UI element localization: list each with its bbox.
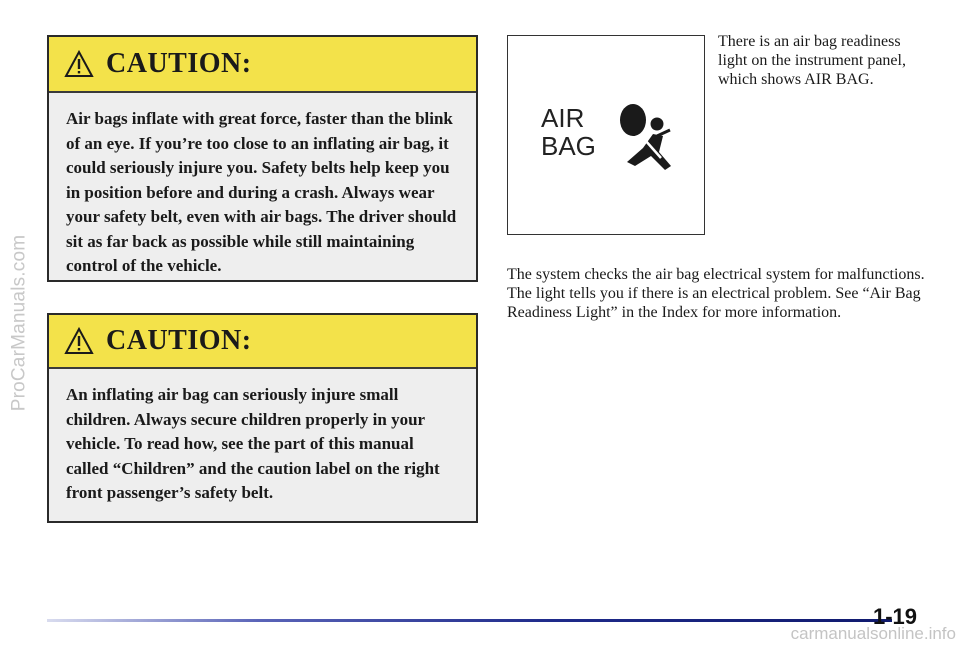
- caution-box-air-bag-force: [47, 35, 478, 282]
- caution-body: Air bags inflate with great force, faster than the blink of an eye. If you’re too close to an inflating air bag, it could seriously injure you. Safety belts help keep you in position before and during a crash. Always wear your safety belt, even with air bags. The driver should sit as far back as possible while still maintaining control of the vehicle.: [66, 109, 457, 275]
- indicator-line-2: BAG: [541, 131, 596, 161]
- caution-box-children: [47, 313, 478, 523]
- readiness-light-description: There is an air bag readiness light on the instrument panel, which shows AIR BAG.: [718, 33, 906, 88]
- side-watermark: [4, 0, 34, 646]
- warning-triangle-icon: [64, 327, 94, 355]
- indicator-line-1: AIR: [541, 103, 585, 133]
- caution-body: An inflating air bag can seriously injure small children. Always secure children properly in your vehicle. To read how, see the part of this manual called “Children” and the caution label on the right front passenger’s safety belt.: [66, 385, 440, 502]
- caution-title: CAUTION:: [106, 48, 252, 79]
- system-check-paragraph: The system checks the air bag electrical system for malfunctions. The light tells you if there is an electrical problem. See “Air Bag Readiness Light” in the Index for more information.: [507, 266, 925, 321]
- bottom-watermark: carmanualsonline.info: [790, 624, 956, 643]
- footer-rule: [47, 619, 892, 622]
- air-bag-indicator-illustration: [507, 35, 705, 235]
- caution-title: CAUTION:: [106, 325, 252, 356]
- air-bag-indicator-label: [541, 104, 596, 160]
- caution-header: [49, 315, 476, 369]
- side-watermark-text: ProCarManuals.com: [8, 234, 30, 412]
- page-number: 1-19: [873, 604, 918, 629]
- airbag-passenger-icon: [613, 100, 673, 172]
- caution-header: [49, 37, 476, 93]
- warning-triangle-icon: [64, 50, 94, 78]
